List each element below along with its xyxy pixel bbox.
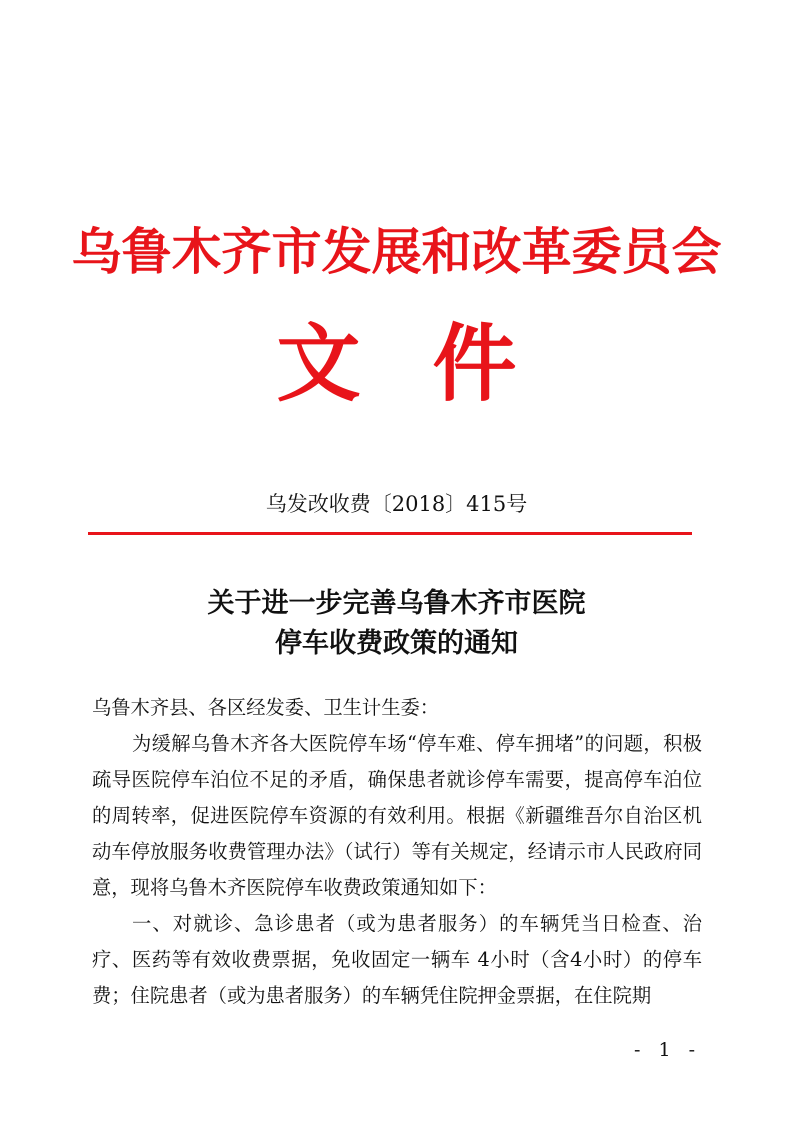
page-number: - 1 - bbox=[633, 1039, 701, 1061]
body-paragraph-1: 为缓解乌鲁木齐各大医院停车场“停车难、停车拥堵”的问题，积极疏导医院停车泊位不足的矛盾，确保患者就诊停车需要，提高停车泊位的周转率，促进医院停车资源的有效利用。根据《新疆维吾尔自治区机动车停放服务收费管理办法》（试行）等有关规定，经请示市人民政府同意，现将乌鲁木齐医院停车收费政策通知如下： bbox=[92, 732, 702, 899]
document-title bbox=[0, 584, 793, 664]
document-type-word: 文件 bbox=[276, 314, 589, 413]
document-body bbox=[92, 690, 702, 1014]
title-line-1: 关于进一步完善乌鲁木齐市医院 bbox=[207, 588, 586, 619]
issuer-name: 乌鲁木齐市发展和改革委员会 bbox=[71, 222, 722, 281]
salutation: 乌鲁木齐县、各区经发委、卫生计生委： bbox=[92, 696, 440, 719]
body-paragraph-2: 一、对就诊、急诊患者（或为患者服务）的车辆凭当日检查、治疗、医药等有效收费票据，免收固定一辆车 4小时（含4小时）的停车费；住院患者（或为患者服务）的车辆凭住院押金票据，在住院期 bbox=[92, 912, 702, 1007]
document-number: 乌发改收费〔2018〕415号 bbox=[265, 492, 528, 516]
title-line-2: 停车收费政策的通知 bbox=[275, 628, 518, 659]
red-divider-line bbox=[88, 532, 692, 535]
